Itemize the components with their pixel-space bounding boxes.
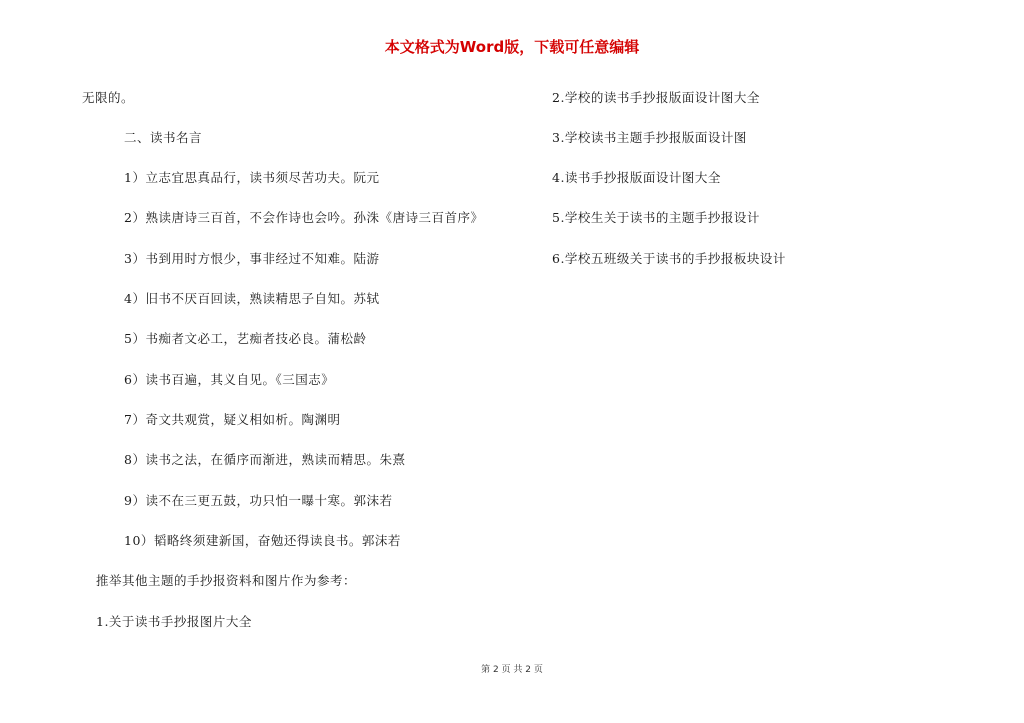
quote-line: 1）立志宜思真品行，读书须尽苦功夫。阮元	[124, 170, 380, 185]
recommendation-item: 3.学校读书主题手抄报版面设计图	[552, 130, 747, 145]
quote-line: 8）读书之法，在循序而渐进，熟读而精思。朱熹	[124, 452, 406, 467]
quote-line: 2）熟读唐诗三百首，不会作诗也会吟。孙洙《唐诗三百首序》	[124, 210, 484, 225]
document-header-title: 本文格式为Word版，下载可任意编辑	[384, 38, 640, 56]
text-line: 无限的。	[82, 90, 135, 105]
recommendation-item: 1.关于读书手抄报图片大全	[96, 614, 252, 629]
quote-line: 6）读书百遍，其义自见。《三国志》	[124, 372, 335, 387]
recommendation-item: 2.学校的读书手抄报版面设计图大全	[552, 90, 760, 105]
quote-line: 4）旧书不厌百回读，熟读精思子自知。苏轼	[124, 291, 380, 306]
quote-line: 9）读不在三更五鼓，功只怕一曝十寒。郭沫若	[124, 493, 393, 508]
quote-line: 10）韬略终须建新国，奋勉还得读良书。郭沫若	[124, 533, 401, 548]
quote-line: 3）书到用时方恨少，事非经过不知难。陆游	[124, 251, 380, 266]
recommendation-item: 4.读书手抄报版面设计图大全	[552, 170, 721, 185]
recommendation-intro: 推举其他主题的手抄报资料和图片作为参考：	[96, 573, 357, 588]
quote-line: 5）书痴者文必工，艺痴者技必良。蒲松龄	[124, 331, 367, 346]
recommendation-item: 6.学校五班级关于读书的手抄报板块设计	[552, 251, 786, 266]
recommendation-item: 5.学校生关于读书的主题手抄报设计	[552, 210, 760, 225]
quote-line: 7）奇文共观赏，疑义相如析。陶渊明	[124, 412, 341, 427]
section-heading: 二、读书名言	[124, 130, 203, 145]
page-number: 第 2 页 共 2 页	[481, 665, 543, 675]
